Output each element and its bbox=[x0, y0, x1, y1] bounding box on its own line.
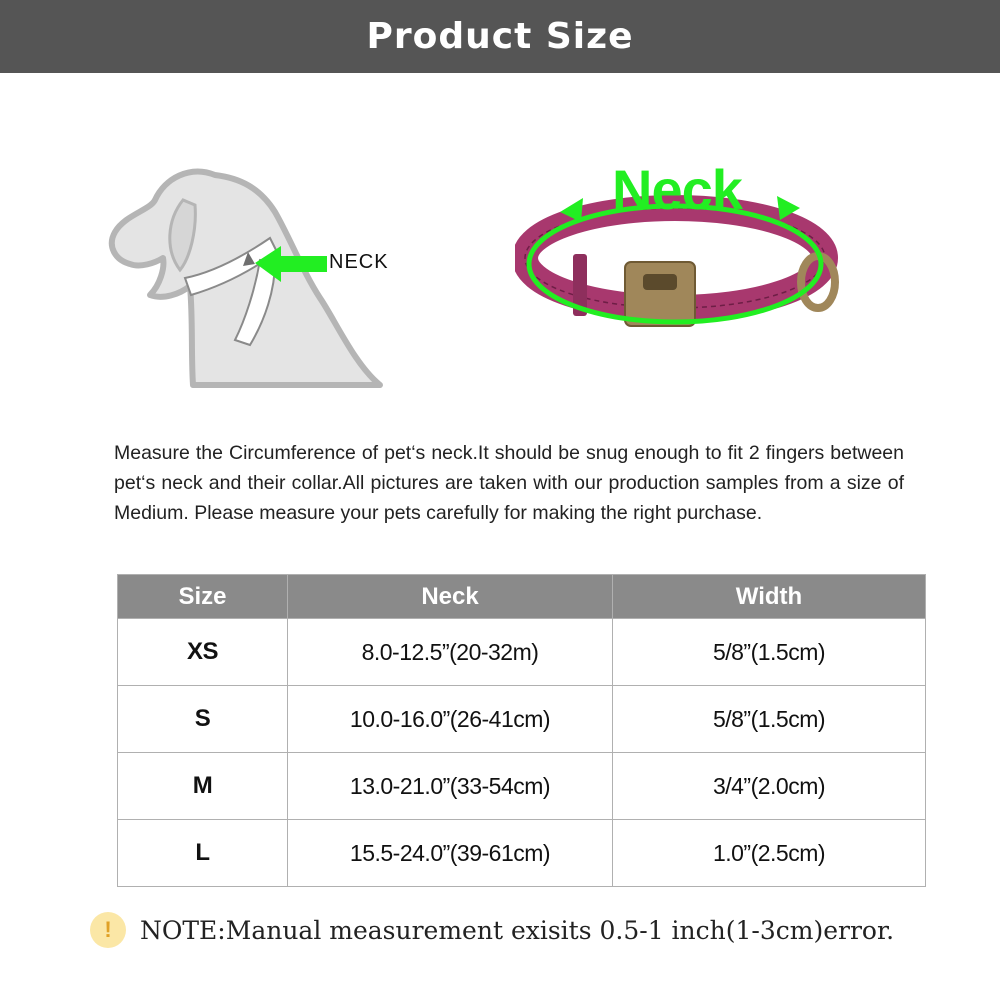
table-row bbox=[118, 753, 926, 820]
neck-cell: 10.0-16.0”(26-41cm) bbox=[288, 686, 613, 753]
size-table bbox=[117, 574, 926, 887]
measurement-instructions: Measure the Circumference of pet‘s neck.It should be snug enough to fit 2 fingers between pet‘s neck and their collar.All pictures are taken with our production samples from a size of Medium. Please measure your pets carefully for making the right purchase. bbox=[114, 442, 904, 524]
dog-neck-label: NECK bbox=[329, 251, 389, 273]
collar-buckle-icon bbox=[625, 262, 695, 326]
table-row bbox=[118, 619, 926, 686]
page-title: Product Size bbox=[366, 16, 634, 57]
neck-cell: 13.0-21.0”(33-54cm) bbox=[288, 753, 613, 820]
column-header-width: Width bbox=[613, 575, 926, 619]
width-cell: 1.0”(2.5cm) bbox=[613, 820, 926, 887]
neck-cell: 15.5-24.0”(39-61cm) bbox=[288, 820, 613, 887]
table-row bbox=[118, 686, 926, 753]
dog-neck-illustration bbox=[105, 160, 405, 395]
note-row bbox=[90, 912, 894, 948]
table-header-row bbox=[118, 575, 926, 619]
width-cell: 5/8”(1.5cm) bbox=[613, 686, 926, 753]
neck-cell: 8.0-12.5”(20-32m) bbox=[288, 619, 613, 686]
buckle-slot bbox=[643, 274, 677, 290]
note-text: NOTE:Manual measurement exisits 0.5-1 inch(1-3cm)error. bbox=[140, 915, 895, 945]
width-cell: 5/8”(1.5cm) bbox=[613, 619, 926, 686]
width-cell: 3/4”(2.0cm) bbox=[613, 753, 926, 820]
header-bar bbox=[0, 0, 1000, 73]
collar-neck-label: Neck bbox=[612, 158, 742, 221]
size-cell: L bbox=[118, 820, 288, 887]
size-cell: XS bbox=[118, 619, 288, 686]
dog-silhouette bbox=[112, 172, 380, 385]
table-row bbox=[118, 820, 926, 887]
size-cell: M bbox=[118, 753, 288, 820]
column-header-neck: Neck bbox=[288, 575, 613, 619]
exclamation-icon: ! bbox=[90, 912, 126, 948]
size-cell: S bbox=[118, 686, 288, 753]
column-header-size: Size bbox=[118, 575, 288, 619]
